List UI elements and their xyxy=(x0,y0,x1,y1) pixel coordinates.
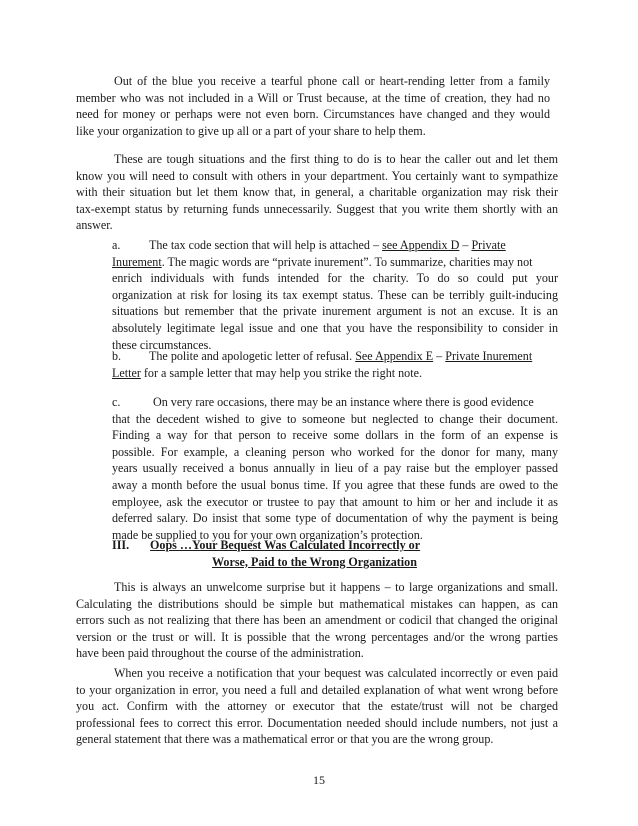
list-item-label: b. xyxy=(112,349,122,363)
paragraph-unwelcome-surprise xyxy=(76,579,558,662)
list-item-line: away a month before the usual bonus time. If you agree that these funds are owed to the xyxy=(112,477,558,492)
paragraph-intro xyxy=(76,73,550,139)
private-inurement-letter-link[interactable]: Private Inurement xyxy=(445,349,533,363)
paragraph-line: These are tough situations and the first thing to do is to hear the caller out and let them xyxy=(114,152,558,166)
list-item-b xyxy=(112,348,558,381)
list-item-text: The tax code section that will help is attached – xyxy=(149,238,383,252)
paragraph-line: This is always an unwelcome surprise but it happens – to large organizations and small. xyxy=(114,580,558,594)
paragraph-tough-situations xyxy=(76,151,558,234)
list-item-text: . The magic words are “private inurement”. To summarize, charities may not xyxy=(161,254,533,269)
list-item-line xyxy=(112,348,558,365)
dash-text: – xyxy=(433,349,446,363)
list-item-line xyxy=(112,254,558,271)
page-number: 15 xyxy=(313,773,325,787)
paragraph-line: Calculating the distributions should be simple but mathematical mistakes can happen, as can xyxy=(76,596,558,611)
paragraph-line: Out of the blue you receive a tearful phone call or heart-rending letter from a family xyxy=(114,74,550,88)
paragraph-line: When you receive a notification that your bequest was calculated incorrectly or even paid xyxy=(114,666,558,680)
paragraph-notification xyxy=(76,665,558,748)
list-item-label: c. xyxy=(112,395,121,409)
appendix-e-link[interactable]: See Appendix E xyxy=(355,349,434,363)
list-item-label: a. xyxy=(112,238,121,252)
list-item-line: organization at risk for losing its tax exempt status. These can be terribly guilt-inducing xyxy=(112,287,558,302)
list-item-line xyxy=(112,394,558,411)
list-item-line: possible. For example, a cleaning person who worked for the donor for many, many xyxy=(112,444,558,459)
paragraph-line: errors such as not realizing that there has been an amendment or codicil that changed the original xyxy=(76,613,558,628)
list-item-line: made be supplied to you for your own organization’s protection. xyxy=(112,527,423,542)
list-item-line xyxy=(112,365,558,382)
paragraph-line: with their situation but let them know that, in general, a charitable organization may risk their xyxy=(76,185,558,200)
paragraph-line: like your organization to give up all or a part of your share to help them. xyxy=(76,123,426,138)
paragraph-line: know you will need to consult with others in your department. You certainly want to sympathize xyxy=(76,168,558,183)
appendix-d-link[interactable]: see Appendix D xyxy=(382,238,460,252)
paragraph-line: version or the trust or will. It is possible that the wrong percentages and/or the wrong parties xyxy=(76,629,558,644)
list-item-line: that the decedent wished to give to someone but neglected to change their document. xyxy=(112,411,558,426)
list-item-text: for a sample letter that may help you strike the right note. xyxy=(140,365,422,380)
dash-text: – xyxy=(459,238,472,252)
private-inurement-link[interactable]: Private xyxy=(471,238,506,252)
heading-title: Oops …Your Bequest Was Calculated Incorrectly or xyxy=(150,538,421,552)
list-item-line: deferred salary. Do insist that some type of documentation of why the payment is being xyxy=(112,511,558,526)
list-item-line: these circumstances. xyxy=(112,337,212,352)
list-item-text: The polite and apologetic letter of refusal. xyxy=(149,349,356,363)
section-number: III. xyxy=(112,538,130,552)
list-item-line: Finding a way for that person to receive some dollars in the form of an expense is xyxy=(112,428,558,443)
list-item-line: situations but remember that the private inurement argument is not an excuse. It is an xyxy=(112,304,558,319)
private-inurement-link-cont[interactable]: Inurement xyxy=(112,254,162,269)
list-item-text: On very rare occasions, there may be an instance where there is good evidence xyxy=(153,395,534,409)
heading-line xyxy=(112,537,558,554)
list-item-line: years usually received a bonus annually in lieu of a pay raise but the employer passed xyxy=(112,461,558,476)
paragraph-line: to your organization in error, you need a full and detailed explanation of what went wrong before xyxy=(76,682,558,697)
paragraph-line: member who was not included in a Will or Trust because, at the time of creation, they had no xyxy=(76,90,550,105)
private-inurement-letter-link-cont[interactable]: Letter xyxy=(112,365,141,380)
paragraph-line: tax-exempt status by returning funds unnecessarily. Suggest that you write them shortly with an xyxy=(76,201,558,216)
heading-title-line2: Worse, Paid to the Wrong Organization xyxy=(212,554,417,569)
section-heading xyxy=(112,537,558,570)
paragraph-line: need for money or perhaps were not even born. Circumstances have changed and they would xyxy=(76,107,550,122)
paragraph-line: have been paid throughout the course of the administration. xyxy=(76,646,364,661)
list-item-c xyxy=(112,394,558,543)
list-item-line xyxy=(112,237,558,254)
paragraph-line: professional fees to correct this error. Documentation needed should include numbers, not just a xyxy=(76,715,558,730)
paragraph-line: answer. xyxy=(76,218,113,233)
list-item-line: absolutely legitimate legal issue and one that you have the responsibility to consider in xyxy=(112,320,558,335)
list-item-a xyxy=(112,237,558,353)
list-item-line: employee, ask the executor or trustee to pay that amount to him or her and include it as xyxy=(112,494,558,509)
list-item-line: enrich individuals with funds intended for the charity. To do so could put your xyxy=(112,271,558,286)
paragraph-line: general statement that there was a mathematical error or that you are the wrong group. xyxy=(76,732,494,747)
paragraph-line: you act. Confirm with the attorney or executor that the estate/trust will not be charged xyxy=(76,699,558,714)
